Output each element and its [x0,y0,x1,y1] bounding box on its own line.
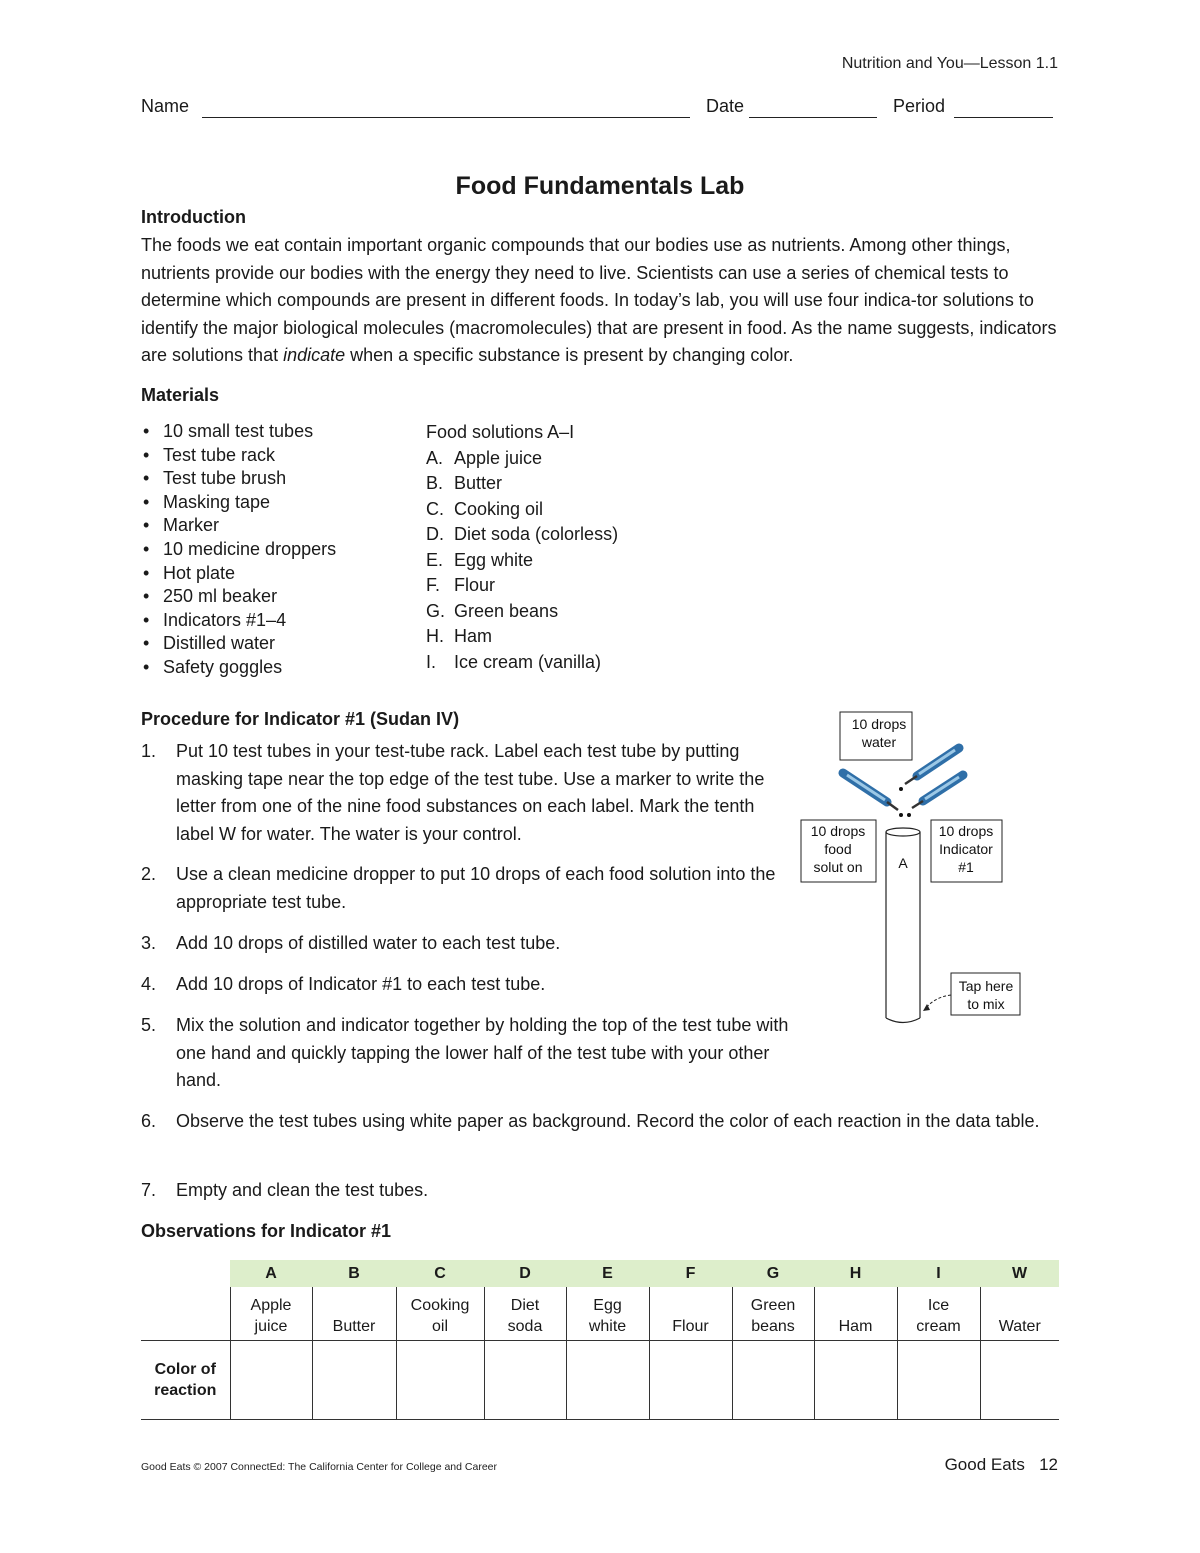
table-header-cell: G [732,1260,814,1287]
indicator-label-line: Indicator [939,841,993,857]
period-label: Period [893,96,946,116]
table-header-cell: B [312,1260,396,1287]
step-number: 4. [141,974,157,994]
date-label: Date [706,96,745,116]
color-entry-cell[interactable] [649,1341,732,1420]
table-header-cell: W [980,1260,1059,1287]
food-solutions-heading: Food solutions A–I [426,422,575,442]
indicator-label-line: 10 drops [938,823,994,839]
dropper-left-icon [843,773,903,817]
page-title: Food Fundamentals Lab [455,172,745,200]
step-text: Empty and clean the test tubes. [176,1180,429,1200]
introduction-text [141,232,1066,370]
intro-text-part: The foods we eat contain important organic compounds that our bodies use as nutrients. Among other things, nutrients provide our bodies with the energy they need to live. Scientists can use a series of chemical tests to determine which compounds are present in different foods. In today’s lab, you will use four indica-tor solutions to identify the major biological molecules (macromolecules) that are present in food. As the name suggests, indicators are solutions that [141,235,1057,365]
food-name-cell: Ham [814,1287,897,1341]
introduction-heading: Introduction [141,207,246,227]
procedure-step [141,1177,841,1205]
list-item: • Indicators #1–4 [141,609,336,633]
observations-table [141,1260,1059,1420]
test-tube-diagram [795,705,1035,1035]
copyright-notice: Good Eats © 2007 ConnectEd: The California Center for College and Career [141,1461,497,1473]
arrow-head-icon [923,1004,930,1011]
step-number: 7. [141,1180,157,1200]
step-text: Add 10 drops of distilled water to each test tube. [176,933,561,953]
food-solutions-list [426,420,618,675]
indicator-label-line: #1 [958,859,974,875]
list-item: I. Ice cream (vanilla) [426,651,602,672]
name-label: Name [141,96,190,116]
procedure-step [141,1108,1066,1136]
step-text: Use a clean medicine dropper to put 10 drops of each food solution into the appropriate test tube. [176,864,776,912]
food-name-cell: Butter [312,1287,396,1341]
page-footer [945,1455,1058,1475]
food-label-line: 10 drops [810,823,866,839]
list-item: D. Diet soda (colorless) [426,524,619,544]
lesson-label: Nutrition and You—Lesson 1.1 [841,55,1058,72]
food-name-cell: Flour [649,1287,732,1341]
list-item: H. Ham [426,626,493,646]
step-text: Observe the test tubes using white paper as background. Record the color of each reaction in the data table. [176,1111,1040,1131]
water-label-line: water [861,734,897,750]
table-header-cell: H [814,1260,897,1287]
list-item: G. Green beans [426,600,559,621]
food-name-cell: Cooking oil [396,1287,484,1341]
list-item: B. Butter [426,473,503,493]
name-field[interactable] [202,117,690,118]
book-title: Good Eats [944,1455,1025,1474]
food-name-cell: Ice cream [897,1287,980,1341]
observations-heading: Observations for Indicator #1 [141,1221,392,1241]
list-item: • Marker [141,514,336,538]
list-item: • 250 ml beaker [141,585,336,609]
period-field[interactable] [954,117,1053,118]
list-item: F. Flour [426,575,496,595]
table-header-cell: E [566,1260,649,1287]
color-entry-cell[interactable] [980,1341,1059,1420]
procedure-step [141,930,841,958]
color-entry-cell[interactable] [230,1341,312,1420]
procedure-heading: Procedure for Indicator #1 (Sudan IV) [141,709,460,729]
color-entry-cell[interactable] [814,1341,897,1420]
step-text: Mix the solution and indicator together by holding the top of the test tube with one hand and quickly tapping the lower half of the test tube with your other hand. [176,1015,789,1090]
food-label-line: food [824,841,852,857]
step-number: 3. [141,933,157,953]
step-text: Add 10 drops of Indicator #1 to each test tube. [176,974,546,994]
step-number: 5. [141,1015,157,1035]
food-name-cell: Apple juice [230,1287,312,1341]
materials-list [141,420,336,680]
date-field[interactable] [749,117,877,118]
procedure-step [141,738,781,848]
materials-heading: Materials [141,385,220,405]
water-label-line: 10 drops [851,716,907,732]
table-row [141,1260,1059,1287]
tap-arrow-icon [926,995,951,1008]
table-header-cell: I [897,1260,980,1287]
table-header-cell: F [649,1260,732,1287]
table-cell [141,1260,230,1287]
color-entry-cell[interactable] [566,1341,649,1420]
intro-text-part: when a specific substance is present by changing color. [345,345,794,365]
tap-label-line: to mix [967,996,1005,1012]
list-item: • Test tube rack [141,444,336,468]
table-header-cell: A [230,1260,312,1287]
procedure-step [141,1012,796,1095]
table-cell [141,1287,230,1341]
tube-letter: A [898,855,908,871]
color-entry-cell[interactable] [897,1341,980,1420]
list-item: • Masking tape [141,491,336,515]
list-item: • Distilled water [141,632,336,656]
color-entry-cell[interactable] [312,1341,396,1420]
step-text: Put 10 test tubes in your test-tube rack. Label each test tube by putting masking tape near the top edge of the test tube. Use a marker to write the letter from one of the nine food substances on each label. Mark the tenth label W for water. The water is your control. [176,741,765,844]
table-header-cell: C [396,1260,484,1287]
food-name-cell: Green beans [732,1287,814,1341]
color-entry-cell[interactable] [396,1341,484,1420]
procedure-step [141,971,841,999]
step-number: 2. [141,864,157,884]
step-number: 1. [141,741,157,761]
page-number: 12 [1039,1455,1058,1474]
list-item: A. Apple juice [426,447,543,468]
procedure-step [141,861,781,916]
list-item: • Hot plate [141,562,336,586]
step-number: 6. [141,1111,157,1131]
food-name-cell: Diet soda [484,1287,566,1341]
food-name-cell: Egg white [566,1287,649,1341]
list-item: E. Egg white [426,549,534,570]
food-name-cell: Water [980,1287,1059,1341]
food-label-line: solut on [813,859,863,875]
table-row [141,1287,1059,1341]
row-label-cell: Color of reaction [141,1341,230,1420]
tap-label-line: Tap here [958,978,1014,994]
list-item: • 10 small test tubes [141,420,336,444]
dropper-right-icon [907,775,963,817]
intro-emphasis: indicate [283,345,346,365]
list-item: C. Cooking oil [426,498,544,519]
list-item: • 10 medicine droppers [141,538,336,562]
table-row [141,1341,1059,1420]
color-entry-cell[interactable] [484,1341,566,1420]
list-item: • Safety goggles [141,656,336,680]
table-header-cell: D [484,1260,566,1287]
color-entry-cell[interactable] [732,1341,814,1420]
list-item: • Test tube brush [141,467,336,491]
